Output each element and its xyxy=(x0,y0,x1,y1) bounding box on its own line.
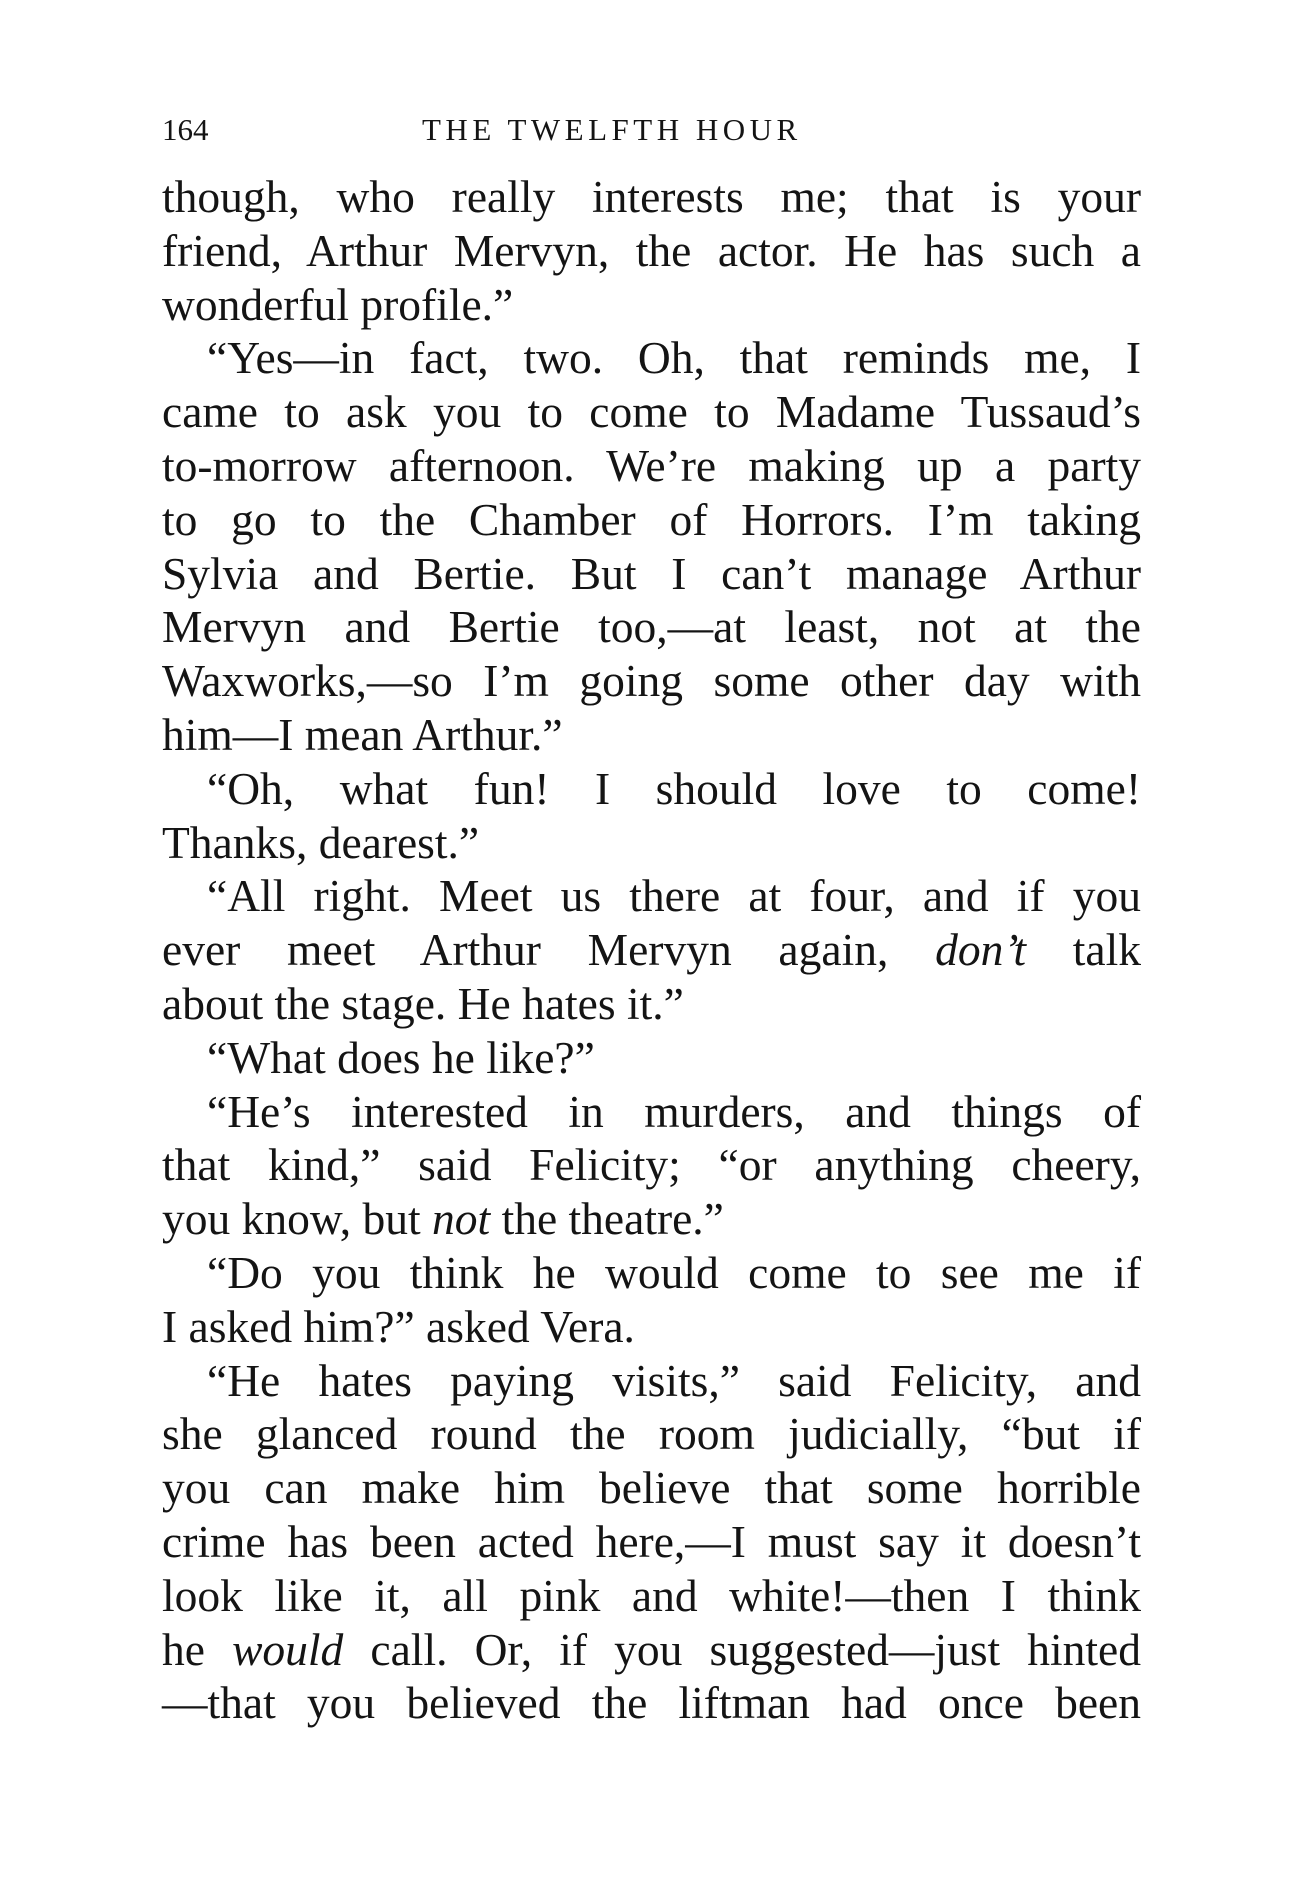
text-line: “He’s interested in murders, and things of xyxy=(207,1085,1141,1137)
text-line: to-morrow afternoon. We’re making up a party xyxy=(162,439,1141,491)
page-number: 164 xyxy=(162,112,209,147)
text-line: she glanced round the room judicially, “but if xyxy=(162,1408,1141,1460)
text-line: Waxworks,—so I’m going some other day with xyxy=(162,655,1141,707)
text-line: Mervyn and Bertie too,—at least, not at the xyxy=(162,601,1141,653)
italic-text: would xyxy=(232,1623,344,1675)
italic-text: not xyxy=(432,1193,491,1245)
running-title: THE TWELFTH HOUR xyxy=(422,112,802,147)
text-segment: talk xyxy=(1026,924,1142,976)
body-text xyxy=(162,170,1141,1730)
text-line: “What does he like?” xyxy=(207,1031,595,1083)
text-line xyxy=(162,1192,1141,1246)
text-segment: the theatre.” xyxy=(490,1193,724,1245)
text-line: to go to the Chamber of Horrors. I’m taking xyxy=(162,493,1141,545)
text-segment: you know, but xyxy=(162,1193,433,1245)
text-line: you can make him believe that some horrible xyxy=(162,1462,1141,1514)
text-line: “All right. Meet us there at four, and if you xyxy=(207,870,1141,922)
text-line xyxy=(162,1623,1141,1677)
text-line: about the stage. He hates it.” xyxy=(162,977,684,1029)
text-line: look like it, all pink and white!—then I think xyxy=(162,1569,1141,1621)
text-line: “He hates paying visits,” said Felicity, and xyxy=(207,1354,1141,1406)
text-line: “Oh, what fun! I should love to come! xyxy=(207,762,1141,814)
text-line: wonderful profile.” xyxy=(162,278,514,330)
text-line: I asked him?” asked Vera. xyxy=(162,1300,635,1352)
text-line: Thanks, dearest.” xyxy=(162,816,480,868)
running-head xyxy=(162,108,1170,152)
text-line: —that you believed the liftman had once been xyxy=(162,1677,1141,1729)
text-line: that kind,” said Felicity; “or anything cheery, xyxy=(162,1139,1141,1191)
text-segment: he xyxy=(162,1623,233,1675)
text-segment: call. Or, if you suggested—just hinted xyxy=(343,1623,1141,1675)
text-line xyxy=(162,923,1141,977)
text-line: “Yes—in fact, two. Oh, that reminds me, I xyxy=(207,332,1141,384)
text-line: Sylvia and Bertie. But I can’t manage Arthur xyxy=(162,547,1141,599)
text-line: though, who really interests me; that is your xyxy=(162,171,1141,222)
text-line: him—I mean Arthur.” xyxy=(162,708,563,760)
text-line: “Do you think he would come to see me if xyxy=(207,1246,1141,1298)
text-line: friend, Arthur Mervyn, the actor. He has such a xyxy=(162,224,1141,276)
text-line: came to ask you to come to Madame Tussaud’s xyxy=(162,386,1141,438)
text-line: crime has been acted here,—I must say it doesn’t xyxy=(162,1515,1141,1567)
text-segment: ever meet Arthur Mervyn again, xyxy=(162,924,936,976)
italic-text: don’t xyxy=(935,924,1027,976)
